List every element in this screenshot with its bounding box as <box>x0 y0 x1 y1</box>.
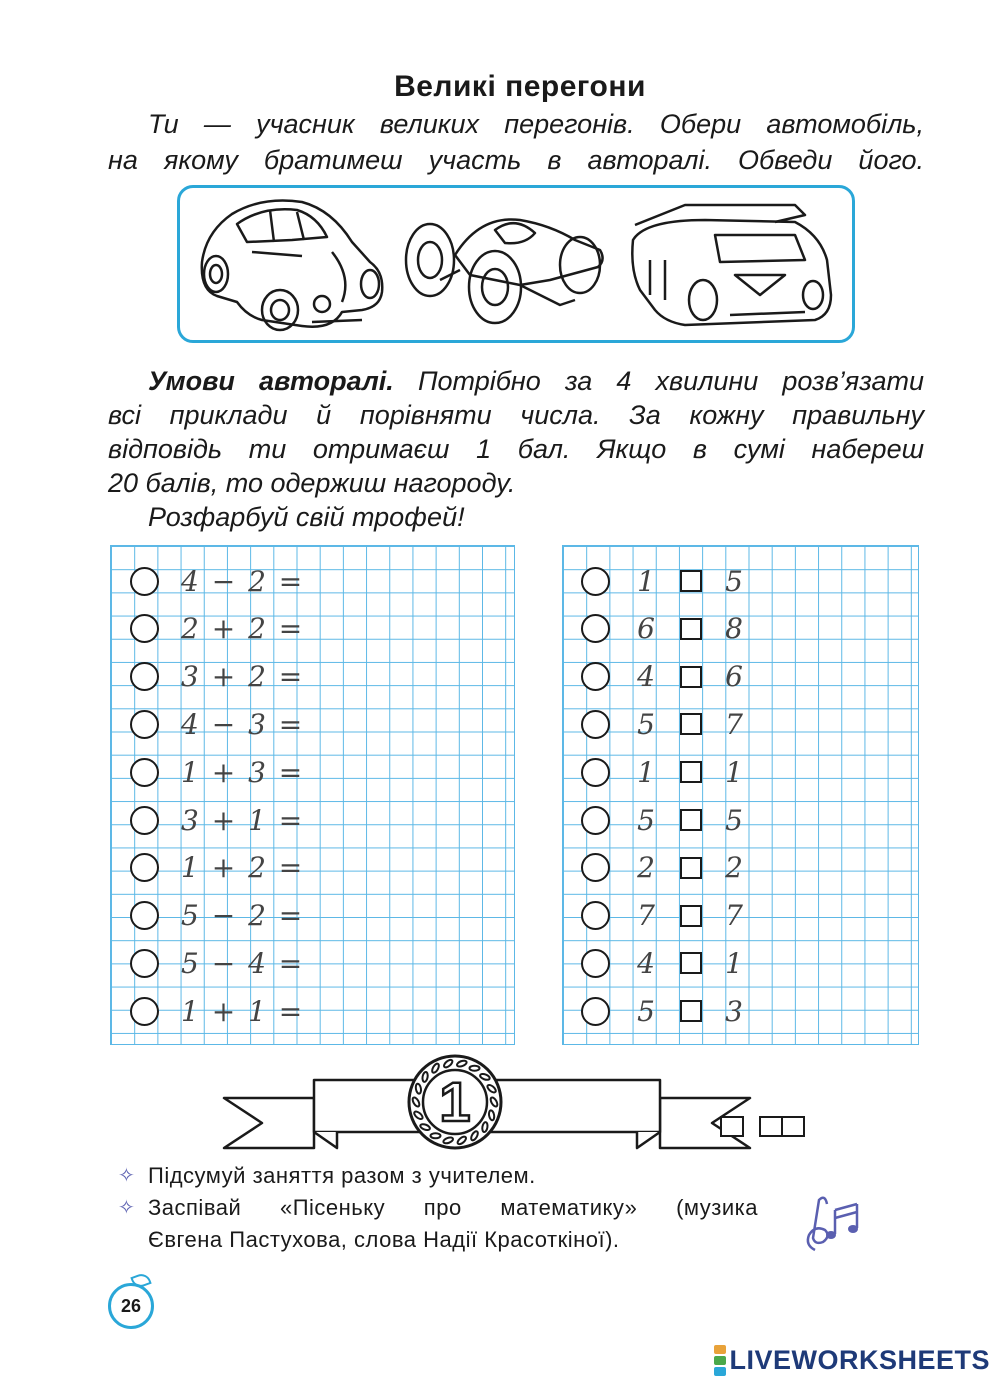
conditions-heading: Умови авторалі. <box>148 366 394 396</box>
comparison-row <box>581 943 748 983</box>
exercise-row <box>130 943 304 983</box>
comparison-sign-box[interactable] <box>680 857 702 879</box>
comparison-right-number: 5 <box>725 564 745 598</box>
answer-circle[interactable] <box>581 662 610 691</box>
exercise-text: 1 + 1 = <box>181 994 305 1028</box>
answer-circle[interactable] <box>130 806 159 835</box>
answer-circle[interactable] <box>130 758 159 787</box>
comparison-right-number: 8 <box>725 612 745 646</box>
medal-number: 1 <box>439 1070 471 1133</box>
answer-circle[interactable] <box>130 614 159 643</box>
exercise-row <box>130 657 304 697</box>
comparison-right-number: 1 <box>725 946 745 980</box>
comparison-sign-box[interactable] <box>680 1000 702 1022</box>
bullet-item-sing <box>118 1192 758 1256</box>
comparison-row <box>581 609 748 649</box>
comparison-left-number: 4 <box>637 660 657 694</box>
answer-circle[interactable] <box>130 997 159 1026</box>
exercise-text: 3 + 2 = <box>181 660 305 694</box>
comparison-row <box>581 657 748 697</box>
exercise-row <box>130 752 304 792</box>
bullet-item-summarize <box>118 1160 758 1192</box>
comparison-left-number: 7 <box>637 899 657 933</box>
liveworksheets-logo-icon <box>714 1344 726 1377</box>
comparison-left-number: 2 <box>637 851 657 885</box>
exercise-row <box>130 800 304 840</box>
intro-line-2: на якому братимеш участь в авторалі. Обведи його. <box>108 145 924 175</box>
exercise-text: 4 − 3 = <box>181 707 305 741</box>
answer-circle[interactable] <box>581 758 610 787</box>
exercise-text: 3 + 1 = <box>181 803 305 837</box>
comparison-row <box>581 991 748 1031</box>
exercise-row <box>130 896 304 936</box>
brand-text: LIVEWORKSHEETS <box>729 1345 990 1375</box>
comparison-right-number: 3 <box>725 994 745 1028</box>
answer-circle[interactable] <box>581 901 610 930</box>
race-car-image[interactable] <box>625 200 840 340</box>
formula-car-image[interactable] <box>400 205 615 330</box>
comparison-right-number: 6 <box>725 660 745 694</box>
comparison-left-number: 5 <box>637 803 657 837</box>
comparison-sign-box[interactable] <box>680 666 702 688</box>
conditions-line-1 <box>108 364 924 398</box>
exercise-row <box>130 609 304 649</box>
rally-conditions <box>108 364 924 534</box>
beetle-car-image[interactable] <box>192 192 392 337</box>
answer-circle[interactable] <box>130 567 159 596</box>
comparison-sign-box[interactable] <box>680 952 702 974</box>
comparison-row <box>581 561 748 601</box>
exercise-row <box>130 991 304 1031</box>
comparison-row <box>581 896 748 936</box>
conditions-line-1-rest: Потрібно за 4 хвилини розв’язати <box>417 366 924 396</box>
comparison-left-number: 5 <box>637 707 657 741</box>
comparison-left-number: 6 <box>637 612 657 646</box>
conditions-line-4: 20 балів, то одержиш нагороду. <box>108 468 516 498</box>
comparison-right-number: 7 <box>725 899 745 933</box>
comparison-sign-box[interactable] <box>680 570 702 592</box>
exercise-text: 5 − 4 = <box>181 946 305 980</box>
exercise-text: 1 + 3 = <box>181 755 305 789</box>
comparison-sign-box[interactable] <box>680 713 702 735</box>
answer-circle[interactable] <box>581 997 610 1026</box>
exercise-text: 2 + 2 = <box>181 612 305 646</box>
comparison-right-number: 7 <box>725 707 745 741</box>
bullet-text-sing-line-2: Євгена Пастухова, слова Надії Красоткіної). <box>148 1227 620 1252</box>
conditions-line-2: всі приклади й порівняти числа. За кожну правильну <box>108 400 924 430</box>
exercise-row <box>130 848 304 888</box>
conditions-line-5: Розфарбуй свій трофей! <box>148 502 465 532</box>
conditions-line-3: відповідь ти отримаєш 1 бал. Якщо в сумі набереш <box>108 434 924 464</box>
comparison-sign-box[interactable] <box>680 905 702 927</box>
exercise-text: 1 + 2 = <box>181 851 305 885</box>
comparison-row <box>581 800 748 840</box>
exercise-row <box>130 704 304 744</box>
comparison-left-number: 5 <box>637 994 657 1028</box>
answer-circle[interactable] <box>581 853 610 882</box>
answer-circle[interactable] <box>130 662 159 691</box>
intro-text <box>108 106 924 178</box>
comparison-left-number: 1 <box>637 564 657 598</box>
exercise-text: 5 − 2 = <box>181 899 305 933</box>
page-number: 26 <box>108 1283 154 1329</box>
bullet-text-sing <box>148 1192 758 1256</box>
answer-circle[interactable] <box>130 901 159 930</box>
bullet-text-summarize: Підсумуй заняття разом з учителем. <box>148 1163 536 1188</box>
liveworksheets-brand[interactable] <box>714 1344 990 1377</box>
comparison-left-number: 4 <box>637 946 657 980</box>
comparison-row <box>581 848 748 888</box>
page-title: Великі перегони <box>394 70 646 103</box>
exercise-row <box>130 561 304 601</box>
music-notes-icon <box>795 1190 865 1260</box>
answer-circle[interactable] <box>581 806 610 835</box>
answer-circle[interactable] <box>130 949 159 978</box>
comparison-row <box>581 704 748 744</box>
exercise-text: 4 − 2 = <box>181 564 305 598</box>
comparison-sign-box[interactable] <box>680 761 702 783</box>
answer-circle[interactable] <box>581 614 610 643</box>
comparison-left-number: 1 <box>637 755 657 789</box>
answer-circle[interactable] <box>581 710 610 739</box>
comparison-right-number: 5 <box>725 803 745 837</box>
comparison-sign-box[interactable] <box>680 809 702 831</box>
score-box-1[interactable] <box>720 1116 744 1137</box>
comparison-right-number: 1 <box>725 755 745 789</box>
score-box-3[interactable] <box>781 1116 805 1137</box>
summary-bullets <box>118 1160 758 1256</box>
intro-line-1: Ти — учасник великих перегонів. Обери автомобіль, <box>148 109 924 139</box>
answer-circle[interactable] <box>130 710 159 739</box>
answer-circle[interactable] <box>581 567 610 596</box>
answer-circle[interactable] <box>130 853 159 882</box>
comparison-right-number: 2 <box>725 851 745 885</box>
sparkle-icon: ✧ <box>118 1197 136 1219</box>
comparison-row <box>581 752 748 792</box>
sparkle-icon: ✧ <box>118 1165 136 1187</box>
score-box-2[interactable] <box>759 1116 783 1137</box>
bullet-text-sing-line-1: Заспівай «Пісеньку про математику» (музика <box>148 1195 758 1220</box>
comparison-sign-box[interactable] <box>680 618 702 640</box>
answer-circle[interactable] <box>581 949 610 978</box>
